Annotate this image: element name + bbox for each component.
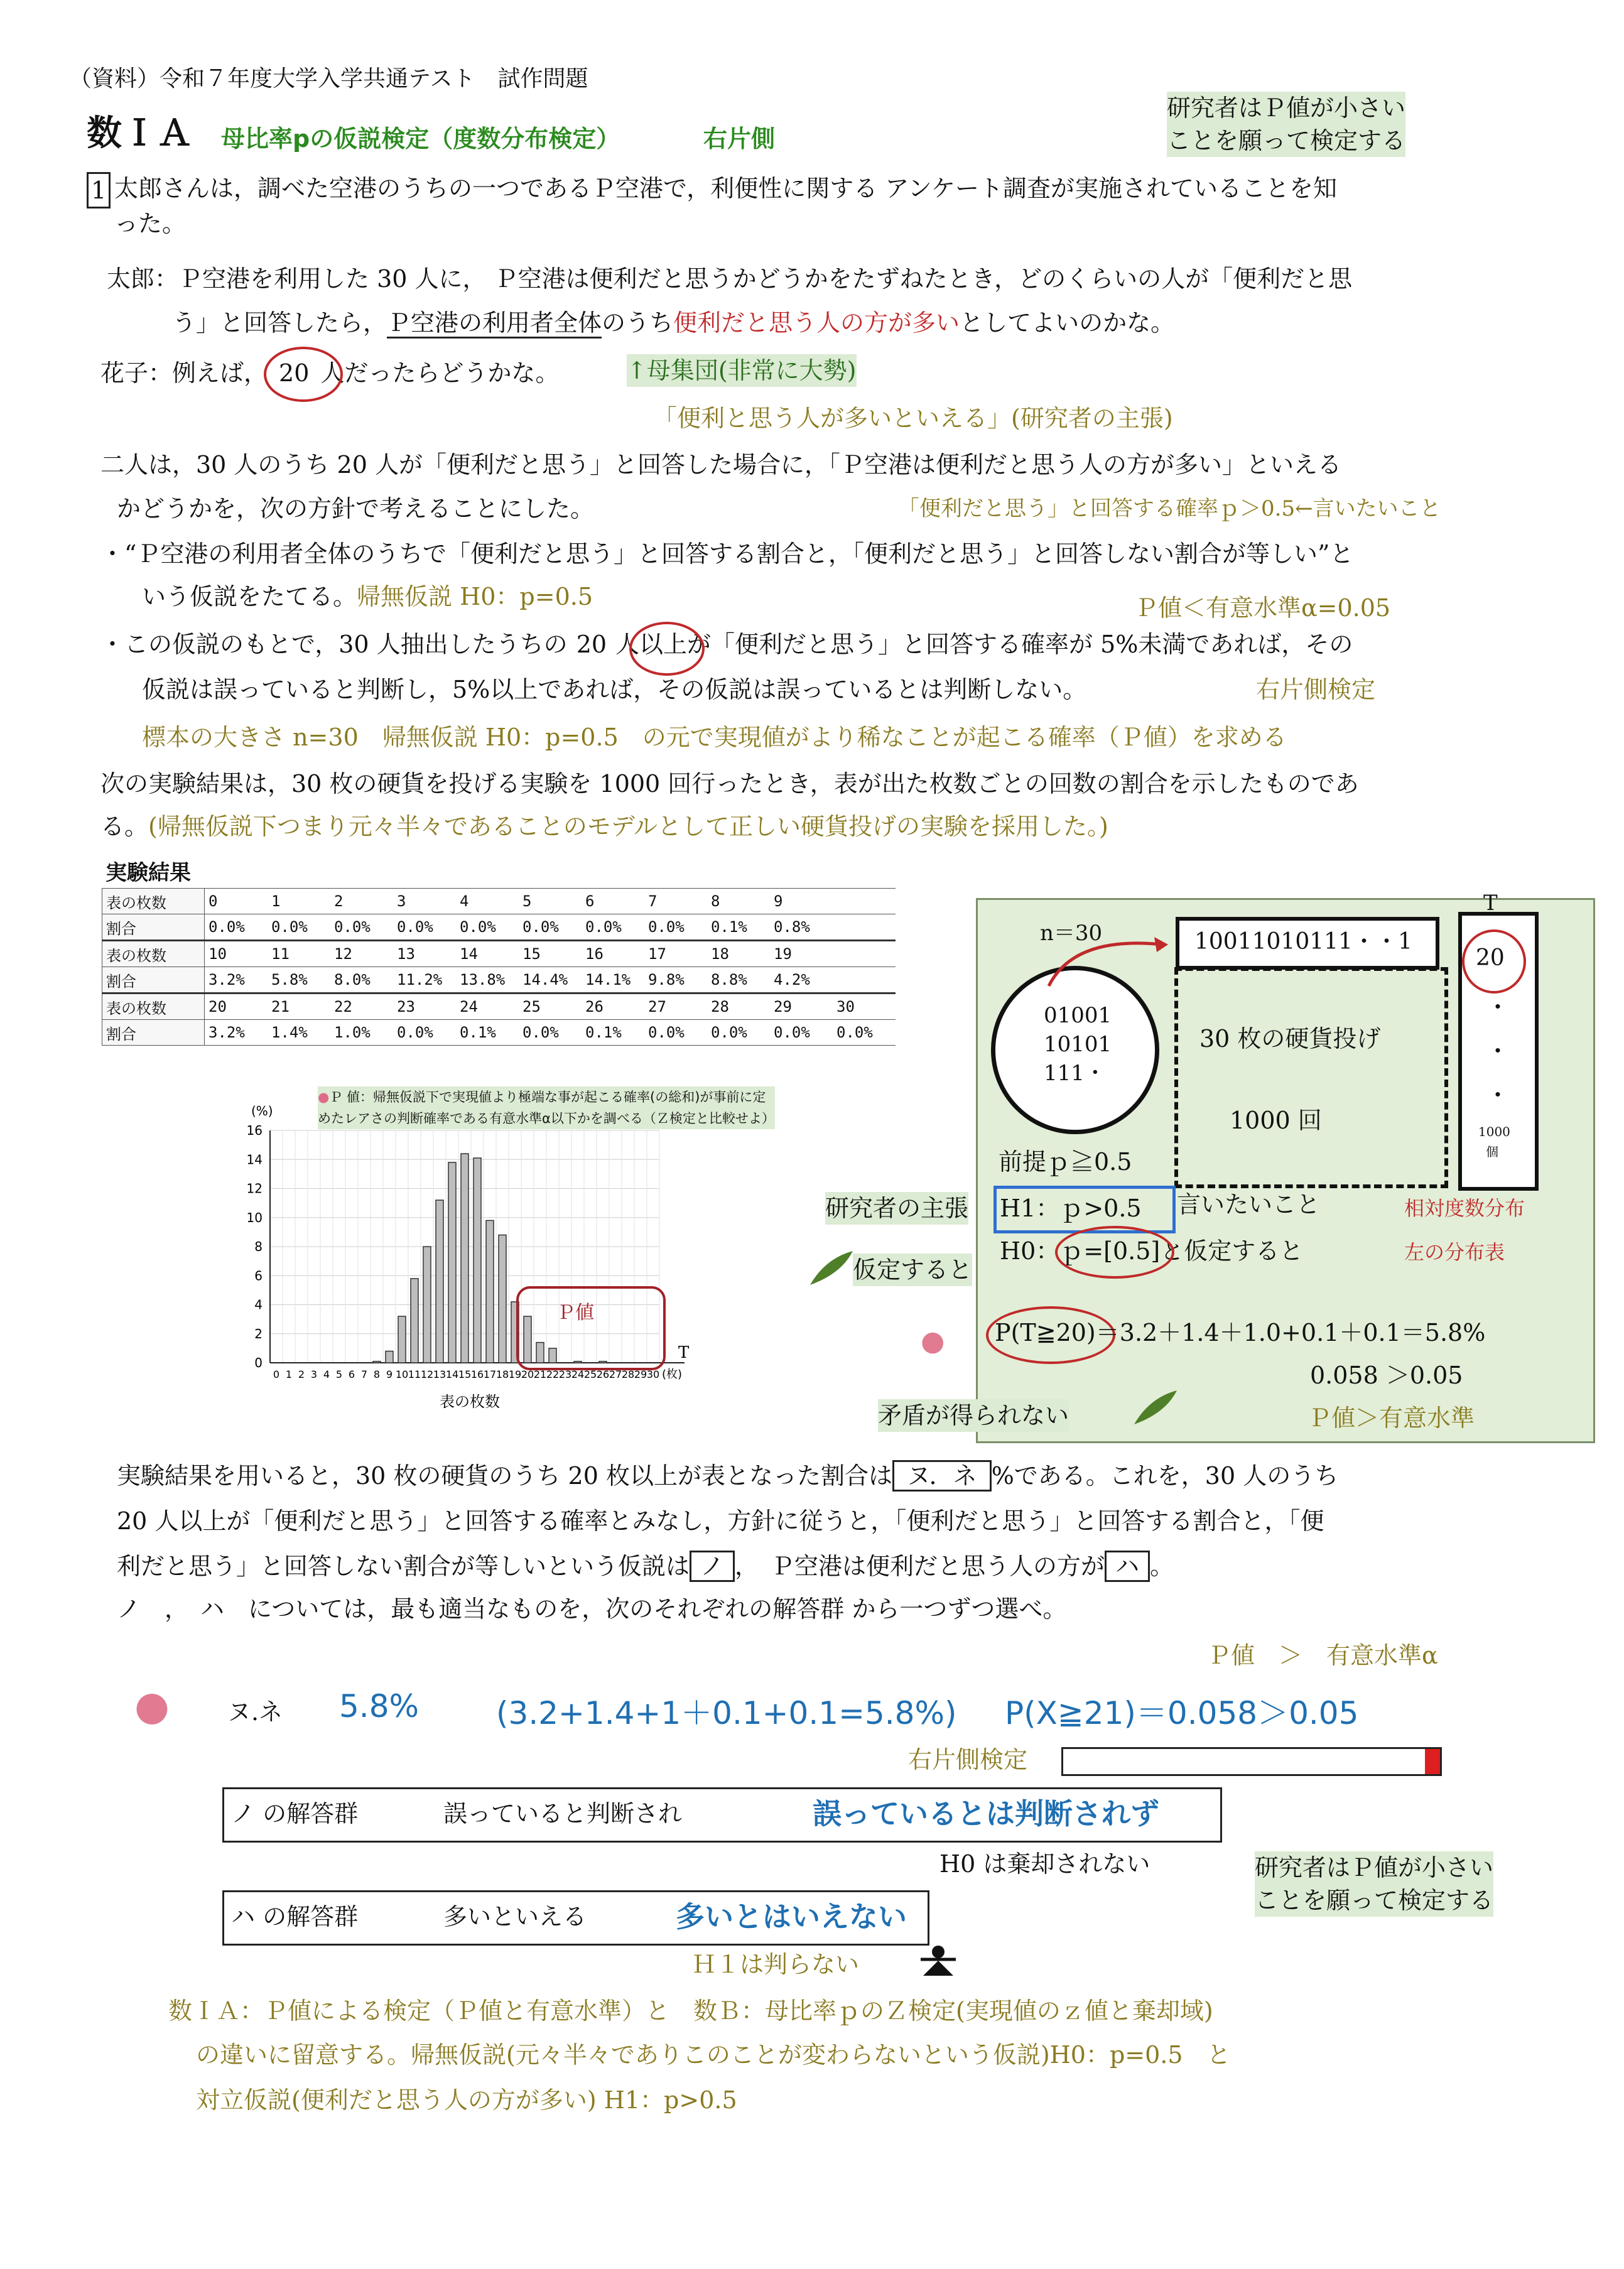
p-value-label: Ｐ値 [556,1302,594,1324]
answer-line-1: 実験結果を用いると，30 枚の硬貨のうち 20 枚以上が表となった割合は ヌ．ネ %である。これを，30 人のうち [117,1459,1338,1492]
x-tick-label: 2 [298,1368,305,1380]
population-phrase: Ｐ空港の利用者全体 [387,309,602,338]
y-tick-label: 14 [246,1152,263,1167]
urn-line-2: 10101 [1044,1032,1112,1057]
sample-note: 標本の大きさ n=30 帰無仮説 H0：p=0.5 の元で実現値がより稀なことが起こる確率（Ｐ値）を求める [142,723,1287,751]
rel-freq: 相対度数分布 [1404,1196,1525,1220]
h0-line: H0：ｐ=[0.5]と仮定すると [1000,1237,1304,1265]
x-tick-label: 26 [596,1368,610,1380]
x-tick-label: 28 [621,1368,635,1380]
ratio-cell: 4.2% [770,967,833,994]
histogram-chart [226,1086,728,1438]
policy1-line-1: ・“Ｐ空港の利用者全体のうちで「便利だと思う」と回答する割合と，「便利だと思う」と回答しない割合が等しい”と [100,540,1354,568]
table-title: 実験結果 [106,860,191,885]
result-table [102,888,896,1046]
answer-box-no[interactable]: ノ [690,1551,735,1582]
x-tick-label: 3 [310,1368,318,1380]
n-label: n＝30 [1040,921,1103,946]
contradiction-label: 矛盾が得られない [878,1399,1069,1432]
table-row [102,889,896,914]
p-compare-note: Ｐ値 ＞ 有意水準α [1207,1642,1438,1669]
ratio-cell: 3.2% [205,967,268,994]
ratio-cell: 1.4% [268,1020,330,1046]
ratio-cell: 13.8% [456,967,519,994]
h1-unknown: Ｈ１は判らない [692,1951,860,1978]
histogram-bar [536,1343,544,1363]
count-cell: 23 [393,994,456,1020]
ratio-cell: 0.0% [833,1020,896,1046]
table-row [102,941,896,967]
count-cell: 14 [456,941,519,967]
col-dot-3: ・ [1486,1081,1510,1109]
urn-line-3: 111・ [1044,1061,1106,1086]
count-cell: 30 [833,994,896,1020]
ha-label: ハ の解答群 [231,1903,359,1931]
ratio-cell: 1.0% [330,1020,393,1046]
x-tick-label: 16 [470,1368,484,1380]
ratio-cell: 0.0% [393,1020,456,1046]
circle-mark [629,622,705,676]
col-letter: T [1483,891,1498,916]
count-cell: 16 [582,941,644,967]
ratio-cell: 0.0% [582,914,644,941]
x-axis-label: 表の枚数 [440,1393,500,1411]
x-tick-label: 24 [571,1368,585,1380]
pvalue-note: Ｐ値＜有意水準α=0.05 [1134,594,1391,622]
x-tick-label: 1 [285,1368,293,1380]
ratio-cell: 0.0% [770,1020,833,1046]
policy1-line-2: いう仮説をたてる。帰無仮説 H0：p=0.5 [142,583,593,610]
row-label-count: 表の枚数 [102,941,205,967]
ratio-cell: 0.0% [205,914,268,941]
x-tick-label: 12 [420,1368,434,1380]
chart-note-line-2: めたレアさの判断確率である有意水準α以下かを調べる（Ｚ検定と比較せよ） [318,1108,775,1129]
histogram-bar [474,1158,481,1363]
ratio-cell: 0.0% [519,914,582,941]
toss-box [1174,967,1448,1188]
ratio-cell [833,967,896,994]
ha-option-2[interactable]: 多いとはいえない [676,1900,907,1934]
x-tick-label: 10 [395,1368,409,1380]
answer-line-4: ノ ， ハ については，最も適当なものを，次のそれぞれの解答群 から一つずつ選べ。 [117,1595,1067,1623]
circle-mark [1055,1226,1174,1279]
x-tick-label: 19 [508,1368,522,1380]
peach-icon: ● [134,1683,170,1730]
x-tick-label: 21 [533,1368,547,1380]
histogram-bar [549,1348,556,1363]
x-unit-label: (枚) [662,1368,683,1381]
row-label-ratio: 割合 [102,914,205,941]
prob-note: 「便利だと思う」と回答する確率ｐ＞0.5←言いたいこと [898,496,1441,521]
claim-phrase: 便利だと思う人の方が多い [673,309,960,337]
circle-mark [264,347,343,402]
count-cell: 11 [268,941,330,967]
note-top-2: ことを願って検定する [1167,124,1405,157]
count-cell: 10 [205,941,268,967]
ratio-cell: 0.0% [644,1020,707,1046]
no-label: ノ の解答群 [231,1800,359,1828]
x-tick-label: 15 [458,1368,472,1380]
ratio-cell: 0.0% [268,914,330,941]
right-test-label: 右片側検定 [908,1746,1028,1774]
h0-note: 帰無仮説 H0：p=0.5 [357,583,593,610]
x-tick-label: 29 [634,1368,647,1380]
count-cell: 19 [770,941,833,967]
count-cell: 1 [268,889,330,914]
topic-title: 母比率pの仮説検定（度数分布検定） [221,125,620,153]
p-greater-note: Ｐ値＞有意水準 [1307,1404,1475,1432]
col-bottom-2: 個 [1486,1144,1498,1159]
table-row [102,914,896,941]
taro-line-1: 太郎：Ｐ空港を利用した 30 人に， Ｐ空港は便利だと思うかどうかをたずねたとき，どのくらいの人が「便利だと思 [107,265,1353,293]
population-note: ↑母集団(非常に大勢) [627,354,857,387]
count-cell: 21 [268,994,330,1020]
count-cell: 13 [393,941,456,967]
histogram-bar [436,1200,443,1363]
arrow-icon [1036,923,1187,999]
nune-prob: P(X≧21)＝0.058＞0.05 [1005,1695,1359,1731]
count-cell: 15 [519,941,582,967]
left-table-note: 左の分布表 [1404,1240,1505,1264]
ratio-cell: 0.1% [456,1020,519,1046]
count-cell [833,941,896,967]
x-tick-label: 6 [348,1368,355,1380]
x-tick-label: 23 [558,1368,572,1380]
policy2-line-2: 仮説は誤っていると判断し，5%以上であれば，その仮説は誤っているとは判断しない。 [142,676,1087,703]
side-label: 右片側 [703,125,776,153]
note-bottom-2: ことを願って検定する [1255,1884,1493,1917]
col-dot-2: ・ [1486,1037,1510,1065]
count-cell: 27 [644,994,707,1020]
histogram-bar [398,1316,406,1363]
count-cell: 29 [770,994,833,1020]
col-top: 20 [1476,945,1505,971]
nune-value: 5.8% [339,1688,420,1725]
histogram-bar [423,1247,431,1363]
y-axis-label: (%) [251,1103,273,1118]
y-tick-label: 16 [246,1123,263,1138]
premise: 前提ｐ≧0.5 [999,1148,1132,1176]
count-cell: 26 [582,994,644,1020]
table-row [102,994,896,1020]
histogram-bar [373,1362,381,1363]
right-side-note: 右片側検定 [1256,676,1376,703]
col-bottom-1: 1000 [1478,1124,1510,1139]
count-cell: 22 [330,994,393,1020]
leaf-icon [806,1246,857,1290]
count-cell [833,889,896,914]
hanako-number: 20 [279,359,310,387]
two-line-1: 二人は，30 人のうち 20 人が「便利だと思う」と回答した場合に，「Ｐ空港は便利だと思う人の方が多い」といえる [100,451,1341,479]
count-cell: 0 [205,889,268,914]
count-cell: 12 [330,941,393,967]
ratio-cell: 0.1% [582,1020,644,1046]
compare-values: 0.058 ＞0.05 [1310,1362,1463,1389]
ratio-cell: 0.1% [707,914,770,941]
experiment-line-2: る。(帰無仮説下つまり元々半々であることのモデルとして正しい硬貨投げの実験を採用した。) [100,813,1108,840]
chart-note-line-1: ●Ｐ 値：帰無仮説下で実現値より極端な事が起こる確率(の総和)が事前に定 [318,1086,775,1108]
summary-line-2: の違いに留意する。帰無仮説(元々半々でありこのことが変わらないという仮説)H0：p=0.5 と [196,2041,1231,2069]
ratio-cell: 0.0% [644,914,707,941]
ratio-cell: 5.8% [268,967,330,994]
ha-option-1[interactable]: 多いといえる [443,1903,587,1931]
summary-line-1: 数ＩＡ：Ｐ値による検定（Ｐ値と有意水準）と 数Ｂ：母比率ｐのＺ検定(実現値のｚ値と棄却域) [168,1997,1213,2025]
count-cell: 2 [330,889,393,914]
x-tick-label: 0 [273,1368,280,1380]
ratio-cell: 0.0% [456,914,519,941]
ratio-cell [833,914,896,941]
y-tick-label: 4 [254,1297,263,1313]
x-tick-label: 27 [609,1368,622,1380]
result-table-grid [102,888,896,1046]
x-tick-label: 13 [433,1368,447,1380]
leaf-icon [1130,1385,1181,1429]
histogram-bar [574,1362,582,1363]
x-tick-label: 7 [360,1368,368,1380]
ratio-cell: 14.4% [519,967,582,994]
nune-label: ヌ.ネ [227,1698,283,1726]
sequence-text: 10011010111・・1 [1194,929,1412,955]
answer-line-3: 利だと思う」と回答しない割合が等しいという仮説は ノ ， Ｐ空港は便利だと思う人の方が ハ 。 [117,1550,1174,1583]
count-cell: 17 [644,941,707,967]
x-tick-label: 11 [408,1368,421,1380]
count-cell: 9 [770,889,833,914]
taro-line-2: う」と回答したら，Ｐ空港の利用者全体のうち便利だと思う人の方が多いとしてよいのかな。 [172,306,1174,339]
histogram-bar [386,1351,393,1363]
x-tick-label: 18 [495,1368,509,1380]
toss-label: 30 枚の硬貨投げ [1199,1025,1381,1053]
count-cell: 25 [519,994,582,1020]
y-tick-label: 10 [246,1210,263,1225]
y-tick-label: 2 [254,1326,263,1341]
count-cell: 20 [205,994,268,1020]
count-cell: 24 [456,994,519,1020]
count-cell: 6 [582,889,644,914]
experiment-line-1: 次の実験結果は，30 枚の硬貨を投げる実験を 1000 回行ったとき，表が出た枚数ごとの回数の割合を示したものであ [100,770,1359,798]
h0-value: ｐ=[0.5] [1059,1237,1161,1265]
x-tick-label: 14 [445,1368,459,1380]
x-tick-label: 5 [335,1368,343,1380]
ratio-cell: 14.1% [582,967,644,994]
x-tick-label: 30 [646,1368,660,1380]
x-axis-letter: T [678,1343,690,1362]
ratio-cell: 0.0% [519,1020,582,1046]
ratio-cell: 9.8% [644,967,707,994]
table-row [102,1020,896,1046]
h0-not-rejected: H0 は棄却されない [939,1850,1150,1878]
x-tick-label: 8 [373,1368,381,1380]
intro-line-1: 太郎さんは，調べた空港のうちの一つであるＰ空港で，利便性に関する アンケート調査が実施されていることを知 [114,175,1338,202]
answer-box-ha[interactable]: ハ [1105,1551,1150,1582]
x-tick-label: 25 [583,1368,597,1380]
x-tick-label: 17 [483,1368,497,1380]
histogram-bar [411,1279,418,1363]
right-tail-bar [1061,1747,1442,1776]
count-cell: 7 [644,889,707,914]
histogram-bar [524,1316,531,1363]
assume-label: 仮定すると [853,1254,972,1286]
histogram-bar [448,1162,456,1363]
histogram-bar [499,1235,506,1363]
row-label-ratio: 割合 [102,967,205,994]
policy2-line-1: ・この仮説のもとで，30 人抽出したうちの 20 人以上が「便利だと思う」と回答する確率が 5%未満であれば，その [100,631,1353,658]
peach-icon: ● [921,1325,945,1357]
right-tail-fill [1425,1749,1440,1774]
x-tick-label: 4 [323,1368,330,1380]
note-top-1: 研究者はＰ値が小さい [1167,92,1405,124]
ratio-cell: 0.8% [770,914,833,941]
intro-line-2: った。 [114,210,187,237]
ratio-cell: 11.2% [393,967,456,994]
claim-note: 「便利と思う人が多いといえる」(研究者の主張) [653,404,1173,432]
col-dot-1: ・ [1486,994,1510,1021]
count-cell: 18 [707,941,770,967]
histogram-bar [461,1154,468,1363]
nune-calc: (3.2+1.4+1＋0.1+0.1=5.8%) [496,1695,957,1731]
count-cell: 8 [707,889,770,914]
peach-icon: ● [318,1090,330,1105]
hanako-line: 花子：例えば， 20 人だったらどうかな。 [100,359,560,387]
ratio-cell: 0.0% [393,914,456,941]
times-label: 1000 回 [1230,1107,1322,1134]
x-tick-label: 22 [546,1368,560,1380]
answer-line-2: 20 人以上が「便利だと思う」と回答する確率とみなし，方針に従うと，「便利だと思う」と回答する割合と，「便 [117,1507,1324,1535]
policy2-number: 20 [576,631,607,658]
no-option-1[interactable]: 誤っていると判断され [443,1800,683,1828]
p-expression: P(T≧20)＝3.2＋1.4＋1.0+0.1＋0.1＝5.8% [995,1319,1486,1346]
ratio-cell: 8.8% [707,967,770,994]
count-cell: 4 [456,889,519,914]
source-line: （資料）令和７年度大学入学共通テスト 試作問題 [69,66,588,92]
histogram-bar [599,1362,607,1363]
subject-title: 数ＩＡ [87,112,192,154]
problem-number: 1 [87,172,111,208]
y-tick-label: 6 [254,1268,263,1284]
h1: H1：ｐ>0.5 [1000,1194,1142,1222]
ratio-cell: 8.0% [330,967,393,994]
summary-line-3: 対立仮説(便利だと思う人の方が多い) H1：p>0.5 [196,2086,737,2114]
y-tick-label: 8 [254,1239,263,1254]
h1-note: 言いたいこと [1177,1191,1321,1218]
two-line-2: かどうかを，次の方針で考えることにした。 [117,495,595,523]
table-row [102,967,896,994]
no-option-2[interactable]: 誤っているとは判断されず [813,1797,1159,1831]
y-tick-label: 0 [254,1355,263,1370]
y-tick-label: 12 [246,1181,263,1196]
x-tick-label: 20 [521,1368,534,1380]
ratio-cell: 3.2% [205,1020,268,1046]
note-bottom-1: 研究者はＰ値が小さい [1255,1851,1493,1884]
confused-person-icon [914,1938,962,1982]
claim-label: 研究者の主張 [825,1192,968,1225]
row-label-ratio: 割合 [102,1020,205,1046]
row-label-count: 表の枚数 [102,889,205,914]
row-label-count: 表の枚数 [102,994,205,1020]
x-tick-label: 9 [386,1368,393,1380]
ratio-cell: 0.0% [707,1020,770,1046]
histogram-bar [486,1220,494,1363]
answer-box-nune[interactable]: ヌ．ネ [892,1460,992,1492]
count-cell: 5 [519,889,582,914]
count-cell: 28 [707,994,770,1020]
count-cell: 3 [393,889,456,914]
ratio-cell: 0.0% [330,914,393,941]
urn-line-1: 01001 [1044,1003,1112,1028]
